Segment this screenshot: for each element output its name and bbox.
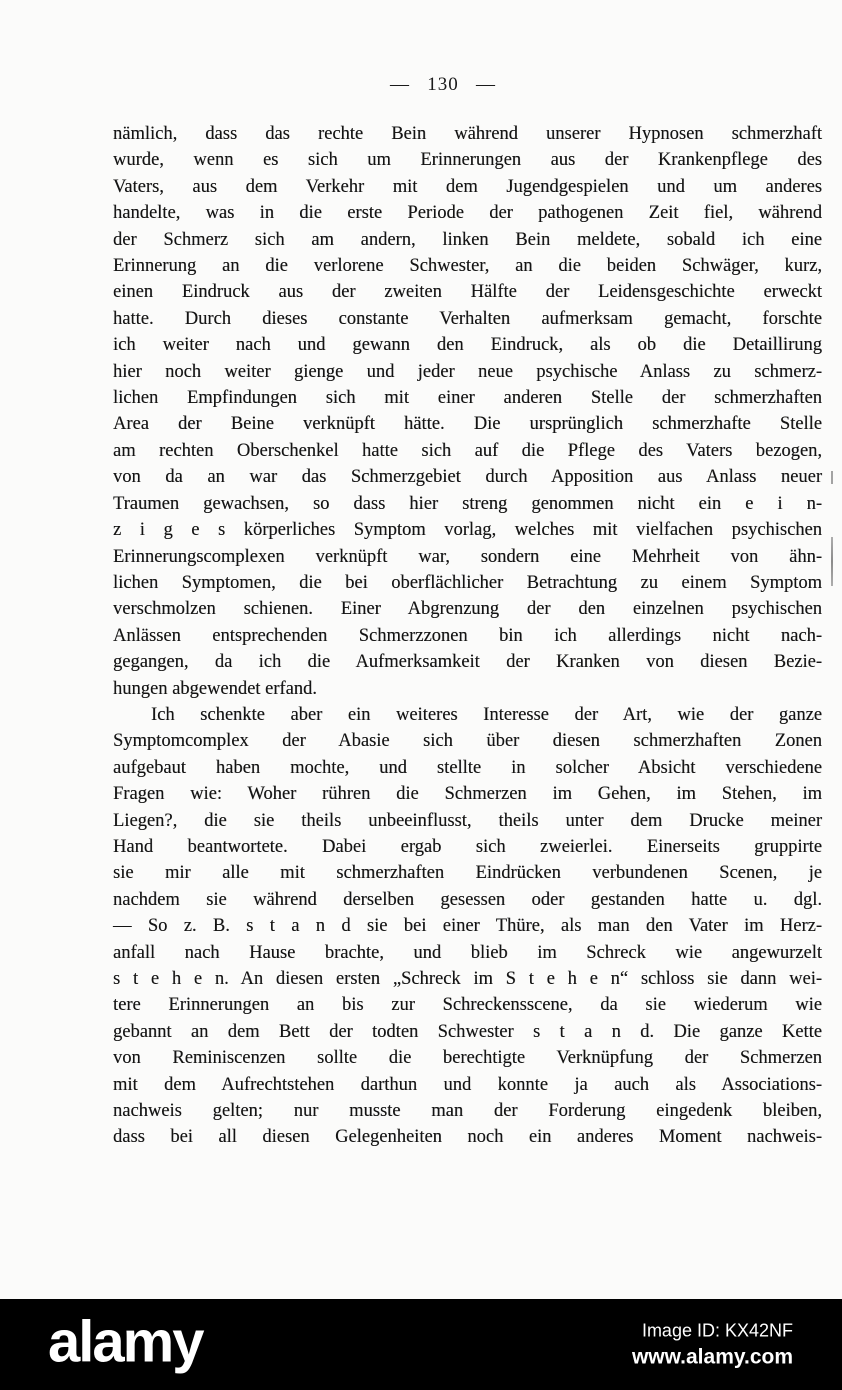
text-line: dass bei all diesen Gelegenheiten noch ein anderes Moment nachweis- <box>113 1127 822 1148</box>
text-line: lichen Symptomen, die bei oberflächlicher Betrachtung zu einem Symptom <box>113 572 822 593</box>
text-line: gegangen, da ich die Aufmerksamkeit der Kranken von diesen Bezie- <box>113 652 822 673</box>
scan-artifact <box>831 537 833 586</box>
alamy-watermark-bar <box>0 1299 842 1390</box>
text-line: — So z. B. s t a n d sie bei einer Thüre, als man den Vater im Herz- <box>113 916 822 937</box>
text-line: nämlich, dass das rechte Bein während unserer Hypnosen schmerzhaft <box>113 124 822 144</box>
text-line: lichen Empfindungen sich mit einer anderen Stelle der schmerzhaften <box>113 388 822 409</box>
text-line: nachdem sie während derselben gesessen oder gestanden hatte u. dgl. <box>113 889 822 910</box>
watermark-text-block <box>632 1320 793 1369</box>
text-line: einen Eindruck aus der zweiten Hälfte der Leidensgeschichte erweckt <box>113 282 822 303</box>
text-line: Area der Beine verknüpft hätte. Die ursprünglich schmerzhafte Stelle <box>113 414 822 435</box>
text-line: von Reminiscenzen sollte die berechtigte Verknüpfung der Schmerzen <box>113 1048 822 1069</box>
text-line: Traumen gewachsen, so dass hier streng genommen nicht ein e i n- <box>113 493 822 514</box>
text-line: hungen abgewendet erfand. <box>113 678 317 699</box>
image-id-label: Image ID: KX42NF <box>641 1320 793 1340</box>
text-line: Symptomcomplex der Abasie sich über diesen schmerzhaften Zonen <box>113 731 822 752</box>
text-line: Liegen?, die sie theils unbeeinflusst, theils unter dem Drucke meiner <box>113 810 822 831</box>
text-line: verschmolzen schienen. Einer Abgrenzung der den einzelnen psychischen <box>113 599 822 620</box>
text-line: am rechten Oberschenkel hatte sich auf die Pflege des Vaters bezogen, <box>113 440 822 461</box>
text-line: hatte. Durch dieses constante Verhalten aufmerksam gemacht, forschte <box>113 308 822 329</box>
text-line: Erinnerungscomplexen verknüpft war, sondern eine Mehrheit von ähn- <box>113 546 822 567</box>
text-line: nachweis gelten; nur musste man der Forderung eingedenk bleiben, <box>113 1101 822 1122</box>
text-line: Vaters, aus dem Verkehr mit dem Jugendgespielen und um anderes <box>113 176 822 197</box>
text-line: tere Erinnerungen an bis zur Schreckensscene, da sie wiederum wie <box>113 995 822 1016</box>
text-line: anfall nach Hause brachte, und blieb im Schreck wie angewurzelt <box>113 942 822 963</box>
paragraph <box>113 121 822 702</box>
scan-artifact <box>831 471 833 484</box>
text-line: handelte, was in die erste Periode der pathogenen Zeit fiel, während <box>113 203 822 224</box>
text-line: Hand beantwortete. Dabei ergab sich zweierlei. Einerseits gruppirte <box>113 836 822 857</box>
text-line: Ich schenkte aber ein weiteres Interesse der Art, wie der ganze <box>151 704 822 725</box>
text-line: Anlässen entsprechenden Schmerzzonen bin ich allerdings nicht nach- <box>113 625 822 646</box>
page-number: — 130 — <box>390 74 496 95</box>
text-line: wurde, wenn es sich um Erinnerungen aus der Krankenpflege des <box>113 150 822 171</box>
alamy-url: www.alamy.com <box>631 1345 793 1368</box>
text-line: der Schmerz sich am andern, linken Bein meldete, sobald ich eine <box>113 229 822 250</box>
text-line: aufgebaut haben mochte, und stellte in solcher Absicht verschiedene <box>113 757 822 778</box>
text-line: Fragen wie: Woher rühren die Schmerzen im Gehen, im Stehen, im <box>113 784 822 805</box>
paragraph <box>113 702 822 1151</box>
alamy-logo: alamy <box>48 1309 203 1375</box>
text-line: hier noch weiter gienge und jeder neue psychische Anlass zu schmerz- <box>113 361 822 382</box>
text-line: gebannt an dem Bett der todten Schwester s t a n d. Die ganze Kette <box>113 1021 822 1042</box>
page-text <box>113 121 822 1151</box>
text-line: ich weiter nach und gewann den Eindruck, als ob die Detaillirung <box>113 335 822 356</box>
text-line: z i g e s körperliches Symptom vorlag, welches mit vielfachen psychischen <box>113 520 822 541</box>
text-line: sie mir alle mit schmerzhaften Eindrücken verbundenen Scenen, je <box>113 863 822 884</box>
text-line: Erinnerung an die verlorene Schwester, an die beiden Schwäger, kurz, <box>113 256 822 277</box>
text-line: von da an war das Schmerzgebiet durch Apposition aus Anlass neuer <box>113 467 822 488</box>
text-line: s t e h e n. An diesen ersten „Schreck im S t e h e n“ schloss sie dann wei- <box>113 969 822 989</box>
text-line: mit dem Aufrechtstehen darthun und konnte ja auch als Associations- <box>113 1074 822 1095</box>
